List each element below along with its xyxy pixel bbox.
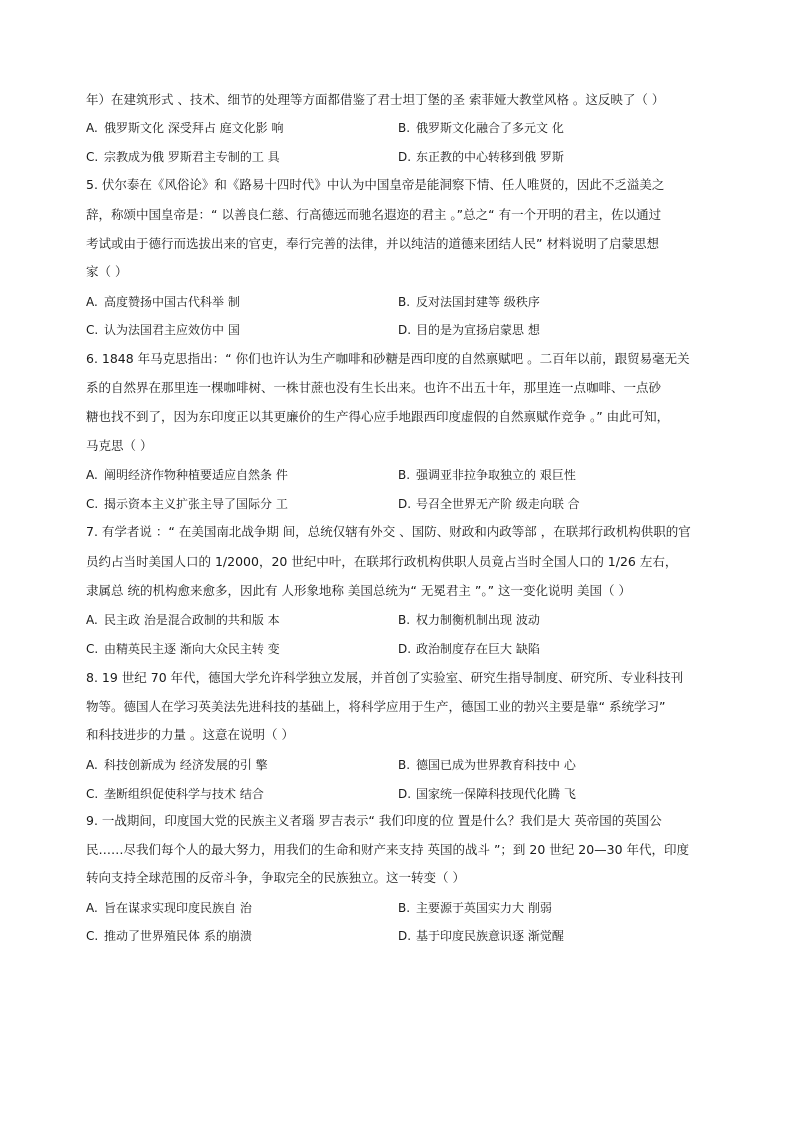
option-letter: A. — [86, 613, 98, 627]
option-letter: B. — [398, 901, 411, 915]
option-text: 目的是为宣扬启蒙思 想 — [416, 323, 540, 337]
option-text: 反对法国封建等 级秩序 — [416, 295, 540, 309]
option-text: 国家统一保障科技现代化腾 飞 — [416, 787, 576, 801]
q6-option-b — [398, 466, 576, 484]
option-text: 揭示资本主义扩张主导了国际分 工 — [104, 497, 288, 511]
q8-line-3: 和科技进步的力量 。这意在说明（ ） — [86, 727, 294, 742]
q7-option-d — [398, 640, 540, 658]
q6-option-c — [86, 495, 288, 513]
option-letter: B. — [398, 121, 411, 135]
option-text: 高度赞扬中国古代科举 制 — [104, 295, 240, 309]
q7-line-1: 7. 有学者说 ：“ 在美国南北战争期 间，总统仅辖有外交 、国防、财政和内政等部 ，在联邦行政机构供职的官 — [86, 524, 691, 539]
option-text: 号召全世界无产阶 级走向联 合 — [416, 497, 580, 511]
q8-option-d — [398, 785, 576, 803]
option-text: 垄断组织促使科学与技术 结合 — [104, 787, 264, 801]
q5-option-d — [398, 321, 540, 339]
option-letter: D. — [398, 323, 412, 337]
option-text: 俄罗斯文化 深受拜占 庭文化影 响 — [104, 121, 284, 135]
q9-line-1: 9. 一战期间，印度国大党的民族主义者瑙 罗吉表示“ 我们印度的位 置是什么？我们是大 英帝国的英国公 — [86, 813, 662, 828]
option-text: 权力制衡机制出现 波动 — [416, 613, 540, 627]
option-letter: C. — [86, 497, 99, 511]
option-letter: C. — [86, 642, 99, 656]
q6-line-4: 马克思（ ） — [86, 438, 153, 453]
q6-option-a — [86, 466, 288, 484]
option-letter: A. — [86, 901, 98, 915]
option-letter: C. — [86, 323, 99, 337]
option-letter: C. — [86, 787, 99, 801]
option-text: 推动了世界殖民体 系的崩溃 — [104, 929, 252, 943]
q5-line-2: 辞，称颂中国皇帝是：“ 以善良仁慈、行高德远而驰名遐迩的君主 。”总之“ 有一个开明的君主，佐以通过 — [86, 207, 662, 222]
q5-line-1: 5. 伏尔泰在《风俗论》和《路易十四时代》中认为中国皇帝是能洞察下情、任人唯贤的，因此不乏溢美之 — [86, 177, 665, 192]
option-letter: D. — [398, 787, 412, 801]
q7-option-a — [86, 611, 280, 629]
option-letter: C. — [86, 929, 99, 943]
option-letter: D. — [398, 929, 412, 943]
option-text: 政治制度存在巨大 缺陷 — [416, 642, 540, 656]
q5-option-c — [86, 321, 240, 339]
q8-line-1: 8. 19 世纪 70 年代，德国大学允许科学独立发展，并首创了实验室、研究生指导制度、研究所、专业科技刊 — [86, 670, 684, 685]
q6-line-3: 糖也找不到了，因为东印度正以其更廉价的生产得心应手地跟西印度虚假的自然禀赋作竞争 。” 由此可知， — [86, 409, 670, 424]
q7-option-b — [398, 611, 540, 629]
q4-option-b — [398, 119, 564, 137]
option-letter: B. — [398, 468, 411, 482]
q8-line-2: 物等。德国人在学习英美法先进科技的基础上，将科学应用于生产，德国工业的勃兴主要是靠“ 系统学习” — [86, 699, 666, 714]
q5-option-a — [86, 293, 240, 311]
q6-option-d — [398, 495, 580, 513]
option-text: 基于印度民族意识逐 渐觉醒 — [416, 929, 564, 943]
q7-line-3: 隶属总 统的机构愈来愈多，因此有 人形象地称 美国总统为“ 无冕君主 ”。” 这一变化说明 美国（ ） — [86, 583, 631, 598]
option-letter: C. — [86, 150, 99, 164]
option-text: 俄罗斯文化融合了多元文 化 — [416, 121, 564, 135]
option-text: 主要源于英国实力大 削弱 — [416, 901, 552, 915]
q9-line-3: 转向支持全球范围的反帝斗争，争取完全的民族独立。这一转变（ ） — [86, 870, 465, 885]
q8-option-b — [398, 756, 576, 774]
option-text: 德国已成为世界教育科技中 心 — [416, 758, 576, 772]
q4-option-d — [398, 148, 564, 166]
option-letter: A. — [86, 121, 98, 135]
q6-line-1: 6. 1848 年马克思指出：“ 你们也许认为生产咖啡和砂糖是西印度的自然禀赋吧 。二百年以前，跟贸易毫无关 — [86, 351, 690, 366]
option-letter: B. — [398, 295, 411, 309]
q8-option-c — [86, 785, 264, 803]
q9-line-2: 民……尽我们每个人的最大努力，用我们的生命和财产来支持 英国的战斗 ”；到 20 世纪 20—30 年代，印度 — [86, 842, 690, 857]
option-text: 强调亚非拉争取独立的 艰巨性 — [416, 468, 576, 482]
q8-option-a — [86, 756, 268, 774]
option-letter: D. — [398, 642, 412, 656]
option-text: 东正教的中心转移到俄 罗斯 — [416, 150, 564, 164]
option-letter: A. — [86, 758, 98, 772]
option-text: 认为法国君主应效仿中 国 — [104, 323, 240, 337]
option-letter: A. — [86, 468, 98, 482]
q5-line-3: 考试或由于德行而选拔出来的官吏，奉行完善的法律，并以纯洁的道德来团结人民” 材料说明了启蒙思想 — [86, 236, 659, 251]
option-text: 科技创新成为 经济发展的引 擎 — [104, 758, 268, 772]
option-text: 由精英民主逐 渐向大众民主转 变 — [104, 642, 280, 656]
option-letter: D. — [398, 150, 412, 164]
q4-option-c — [86, 148, 280, 166]
option-letter: A. — [86, 295, 98, 309]
q5-option-b — [398, 293, 540, 311]
option-text: 宗教成为俄 罗斯君主专制的工 具 — [104, 150, 280, 164]
option-letter: B. — [398, 613, 411, 627]
q7-line-2: 员约占当时美国人口的 1/2000，20 世纪中叶，在联邦行政机构供职人员竟占当时全国人口的 1/26 左右， — [86, 554, 678, 569]
q9-option-b — [398, 899, 552, 917]
q4-stem-tail: 年）在建筑形式 、技术、细节的处理等方面都借鉴了君士坦丁堡的圣 索菲娅大教堂风格 。这反映了（ ） — [86, 92, 665, 107]
option-text: 阐明经济作物种植要适应自然条 件 — [104, 468, 288, 482]
option-letter: B. — [398, 758, 411, 772]
q5-line-4: 家（ ） — [86, 264, 128, 279]
q9-option-c — [86, 927, 252, 945]
q6-line-2: 系的自然界在那里连一棵咖啡树、一株甘蔗也没有生长出来。也许不出五十年，那里连一点咖啡、一点砂 — [86, 380, 662, 395]
q9-option-a — [86, 899, 252, 917]
option-text: 旨在谋求实现印度民族自 治 — [104, 901, 252, 915]
option-letter: D. — [398, 497, 412, 511]
option-text: 民主政 治是混合政制的共和版 本 — [104, 613, 280, 627]
q7-option-c — [86, 640, 280, 658]
q4-option-a — [86, 119, 283, 137]
q9-option-d — [398, 927, 564, 945]
